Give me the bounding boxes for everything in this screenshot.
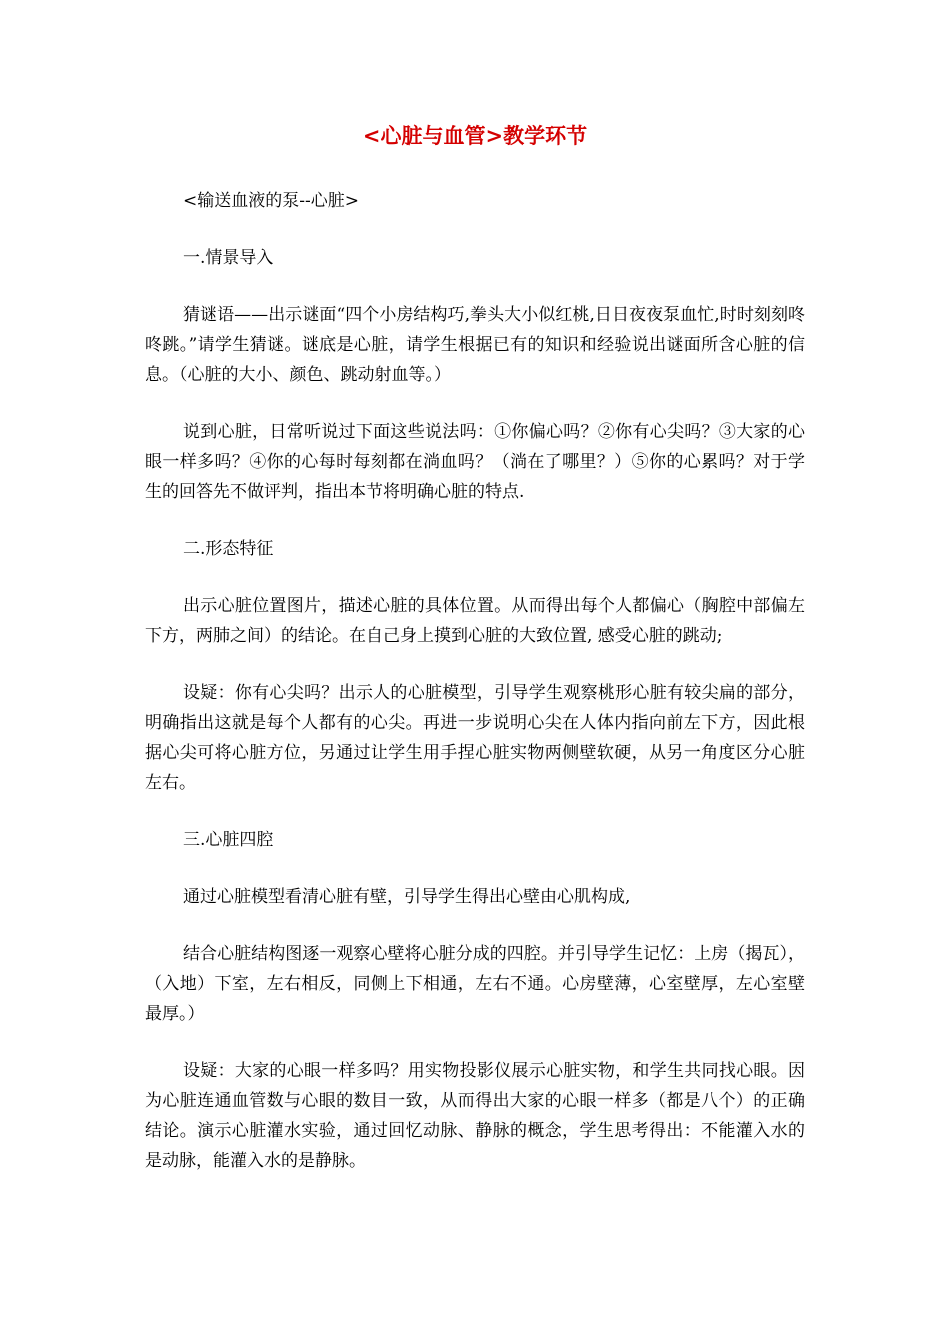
section-heading-intro: 一.情景导入 (183, 248, 274, 268)
section-heading-chambers: 三.心脏四腔 (183, 830, 274, 850)
paragraph-wall: 通过心脏模型看清心脏有壁，引导学生得出心壁由心肌构成, (183, 887, 631, 907)
paragraph-questions: 说到心脏，日常听说过下面这些说法吗：①你偏心吗？②你有心尖吗？③大家的心眼一样多吗？④你的心每时每刻都在淌血吗？（淌在了哪里？）⑤你的心累吗？对于学生的回答先不做评判，指出本节将明确心脏的特点. (145, 422, 805, 502)
section-heading-form: 二.形态特征 (183, 539, 274, 559)
section-subtitle: <输送血液的泵--心脏> (183, 191, 359, 211)
document-body (145, 186, 805, 1203)
document-title: <心脏与血管>教学环节 (362, 123, 588, 148)
paragraph-chambers: 结合心脏结构图逐一观察心壁将心脏分成的四腔。并引导学生记忆：上房（揭瓦），（入地）下室，左右相反，同侧上下相通，左右不通。心房壁薄，心室壁厚，左心室壁最厚。） (145, 944, 805, 1024)
paragraph-openings: 设疑：大家的心眼一样多吗？用实物投影仪展示心脏实物，和学生共同找心眼。因为心脏连通血管数与心眼的数目一致，从而得出大家的心眼一样多（都是八个）的正确结论。演示心脏灌水实验，通过回忆动脉、静脉的概念，学生思考得出：不能灌入水的是动脉，能灌入水的是静脉。 (145, 1061, 805, 1171)
paragraph-riddle: 猜谜语——出示谜面“四个小房结构巧,拳头大小似红桃,日日夜夜泵血忙,时时刻刻咚咚跳。”请学生猜谜。谜底是心脏，请学生根据已有的知识和经验说出谜面所含心脏的信息。（心脏的大小、颜色、跳动射血等。） (145, 305, 805, 385)
paragraph-position: 出示心脏位置图片，描述心脏的具体位置。从而得出每个人都偏心（胸腔中部偏左下方，两肺之间）的结论。在自己身上摸到心脏的大致位置, 感受心脏的跳动; (145, 596, 805, 646)
paragraph-apex: 设疑：你有心尖吗？出示人的心脏模型，引导学生观察桃形心脏有较尖扁的部分，明确指出这就是每个人都有的心尖。再进一步说明心尖在人体内指向前左下方，因此根据心尖可将心脏方位，另通过让学生用手捏心脏实物两侧壁软硬，从另一角度区分心脏左右。 (145, 683, 805, 793)
